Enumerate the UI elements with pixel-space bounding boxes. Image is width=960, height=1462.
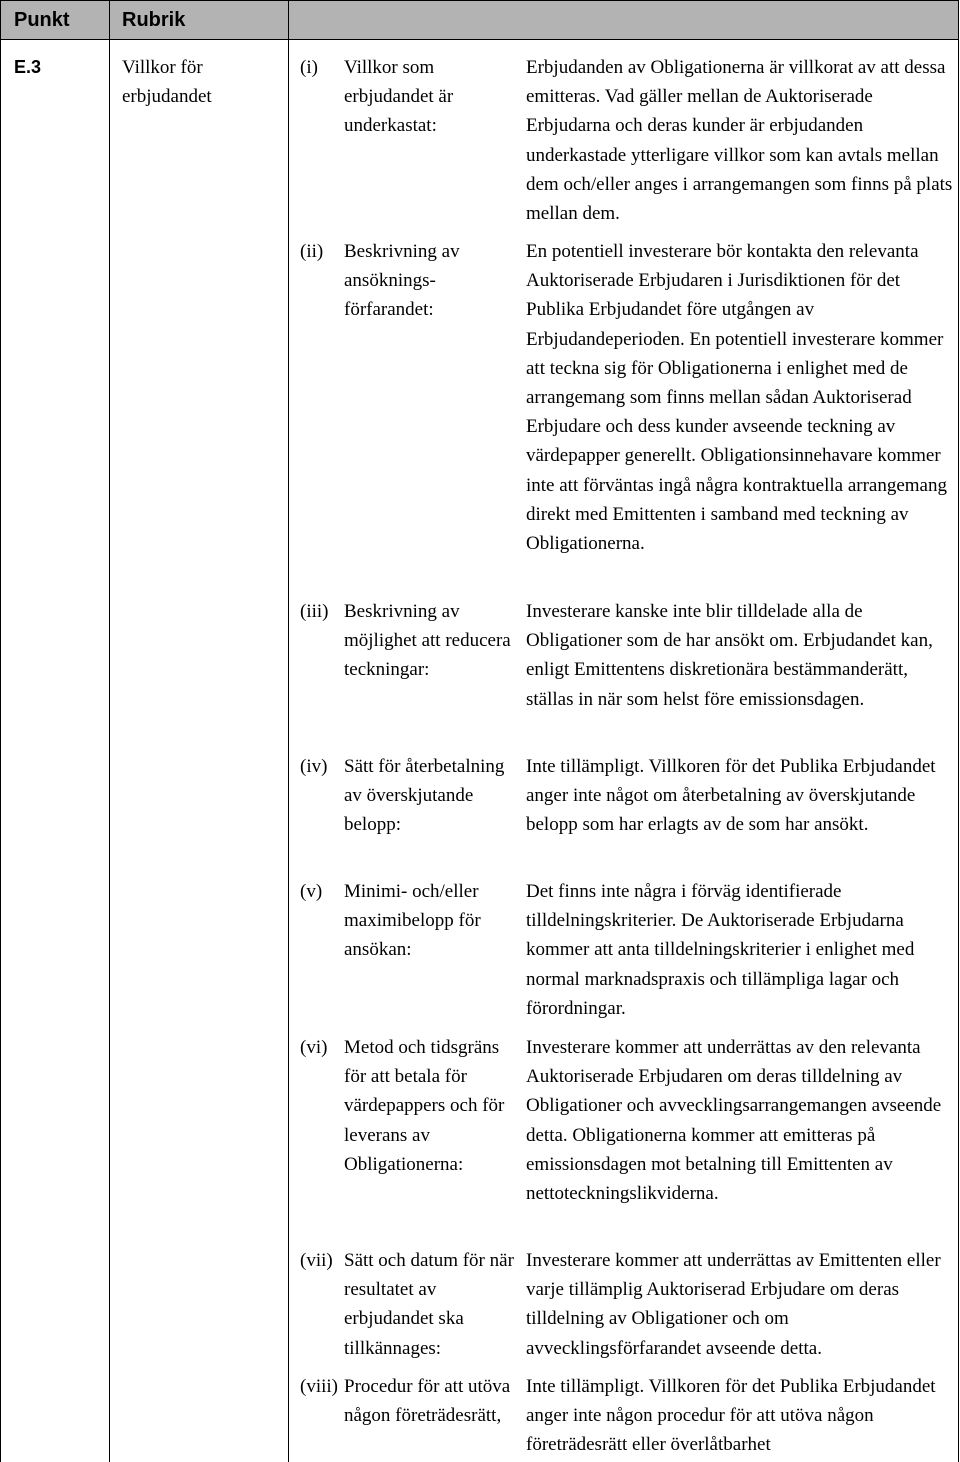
- item-label: Sätt för återbetalning av överskjutande belopp:: [344, 756, 505, 836]
- punkt-value: E.3: [14, 57, 42, 77]
- column-divider-2: [288, 0, 289, 1462]
- item-label: Minimi- och/eller maximibelopp för ansökan:: [344, 881, 481, 961]
- item-label: Villkor som erbjudandet är underkastat:: [344, 57, 454, 137]
- item-label: Metod och tidsgräns för att betala för värdepappers och för leverans av Obligationerna:: [344, 1037, 505, 1175]
- item-description: Inte tillämpligt. Villkoren för det Publika Erbjudandet anger inte något om återbetalning av överskjutande belopp som har erlagts av de som har ansökt.: [526, 756, 936, 836]
- item-description: Investerare kommer att underrättas av Emittenten eller varje tillämplig Auktoriserad Erbjudare om deras tilldelning av Obligationer och om avvecklingsförfarandet avseende detta.: [526, 1250, 941, 1359]
- column-divider-1: [109, 0, 110, 1462]
- table-border-top: [0, 0, 959, 1]
- rubrik-value: Villkor för erbjudandet: [122, 57, 212, 107]
- item-number: (viii): [300, 1376, 338, 1397]
- item-number: (iv): [300, 756, 328, 777]
- item-label: Procedur för att utöva någon företrädesrätt,: [344, 1376, 511, 1427]
- item-number: (vii): [300, 1250, 333, 1271]
- header-rubrik: Rubrik: [122, 9, 186, 31]
- item-description: En potentiell investerare bör kontakta den relevanta Auktoriserade Erbjudaren i Jurisdiktionen för det Publika Erbjudandet före utgången av Erbjudandeperioden. En potentiell investerare kommer att teckna sig för Obligationerna i enlighet med de arrangemang som finns mellan sådan Auktoriserad Erbjudare och dess kunder avseende teckning av värdepapper generellt. Obligationsinnehavare kommer inte att förväntas ingå några kontraktuella arrangemang direkt med Emittenten i samband med teckning av Obligationerna.: [526, 241, 947, 555]
- item-description: Det finns inte några i förväg identifierade tilldelningskriterier. De Auktoriserade Erbjudarna kommer att anta tilldelningskriterier i enlighet med normal marknadspraxis och tillämpliga lagar och förordningar.: [526, 881, 915, 1019]
- item-number: (vi): [300, 1037, 328, 1058]
- header-punkt: Punkt: [14, 9, 70, 31]
- header-divider: [0, 39, 959, 40]
- item-description: Erbjudanden av Obligationerna är villkorat av att dessa emitteras. Vad gäller mellan de Auktoriserade Erbjudarna och deras kunder är erbjudanden underkastade ytterligare villkor som kan avtals mellan dem och/eller anges i arrangemangen som finns på plats mellan dem.: [526, 57, 953, 225]
- item-label: Beskrivning av ansöknings-förfarandet:: [344, 241, 460, 321]
- item-number: (iii): [300, 601, 329, 622]
- table-header: [0, 0, 959, 40]
- item-number: (i): [300, 57, 318, 78]
- item-label: Sätt och datum för när resultatet av erbjudandet ska tillkännages:: [344, 1250, 514, 1359]
- item-number: (v): [300, 881, 323, 902]
- item-number: (ii): [300, 241, 324, 262]
- item-description: Investerare kanske inte blir tilldelade alla de Obligationer som de har ansökt om. Erbjudandet kan, enligt Emittentens diskretionära bestämmanderätt, ställas in när som helst före emissionsdagen.: [526, 601, 933, 710]
- table-border-right: [958, 0, 959, 1462]
- item-description: Inte tillämpligt. Villkoren för det Publika Erbjudandet anger inte någon procedur för att utöva någon företrädesrätt eller överlåtbarhet: [526, 1376, 936, 1456]
- table-border-left: [0, 0, 1, 1462]
- item-label: Beskrivning av möjlighet att reducera teckningar:: [344, 601, 511, 681]
- item-description: Investerare kommer att underrättas av den relevanta Auktoriserade Erbjudaren om deras tilldelning av Obligationer och avvecklingsarrangemangen avseende detta. Obligationerna kommer att emitteras på emissionsdagen mot betalning till Emittenten av nettoteckningslikviderna.: [526, 1037, 942, 1205]
